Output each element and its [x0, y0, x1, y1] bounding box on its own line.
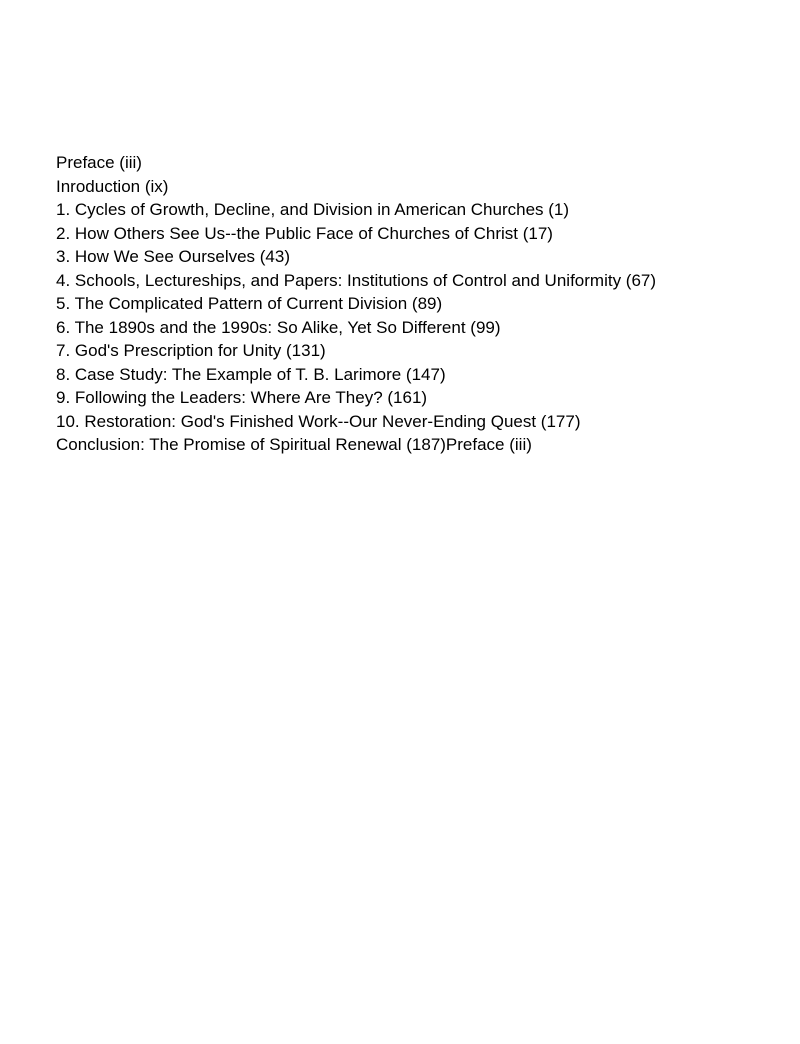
toc-line-chapter-4: 4. Schools, Lectureships, and Papers: Institutions of Control and Uniformity (67) — [56, 270, 657, 290]
toc-line-preface: Preface (iii) — [56, 153, 142, 172]
table-of-contents — [56, 151, 760, 457]
toc-line-chapter-3: 3. How We See Ourselves (43) — [56, 247, 290, 266]
toc-line-chapter-6: 6. The 1890s and the 1990s: So Alike, Yet So Different (99) — [56, 317, 501, 337]
toc-line-chapter-2: 2. How Others See Us--the Public Face of Churches of Christ (17) — [56, 223, 553, 243]
toc-line-chapter-10: 10. Restoration: God's Finished Work--Our Never-Ending Quest (177) — [56, 411, 581, 431]
toc-line-chapter-9: 9. Following the Leaders: Where Are They? (161) — [56, 388, 428, 407]
toc-line-chapter-5: 5. The Complicated Pattern of Current Division (89) — [56, 294, 443, 313]
toc-line-introduction: Inroduction (ix) — [56, 176, 169, 196]
toc-line-conclusion: Conclusion: The Promise of Spiritual Renewal (187)Preface (iii) — [56, 435, 532, 454]
toc-line-chapter-1: 1. Cycles of Growth, Decline, and Division in American Churches (1) — [56, 200, 570, 219]
toc-line-chapter-7: 7. God's Prescription for Unity (131) — [56, 341, 326, 360]
toc-line-chapter-8: 8. Case Study: The Example of T. B. Larimore (147) — [56, 364, 446, 384]
